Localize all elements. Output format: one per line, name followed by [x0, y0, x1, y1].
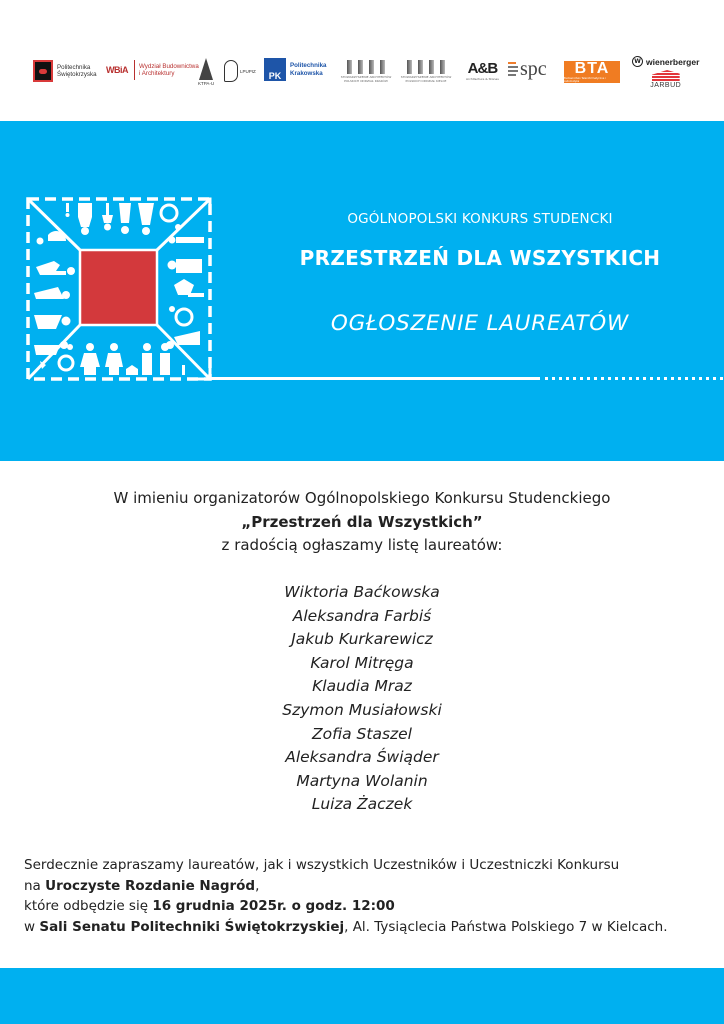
announcement-heading: OGŁOSZENIE LAUREATÓW	[330, 311, 630, 336]
sarp-pillars-icon	[347, 60, 385, 74]
intro-paragraph	[0, 487, 724, 558]
spc-stack-icon	[508, 62, 518, 77]
laureate-name: Szymon Musiałowski	[282, 700, 442, 719]
ceremony-datetime: 16 grudnia 2025r. o godz. 12:00	[152, 898, 395, 914]
competition-name: „Przestrzeń dla Wszystkich”	[241, 512, 483, 531]
decorative-dotted-line	[545, 377, 724, 380]
text: w	[24, 918, 40, 935]
logo-text: Krakowska	[290, 69, 323, 77]
ceremony-address: , Al. Tysiąclecia Państwa Polskiego 7 w Kielcach.	[344, 918, 668, 935]
logo-mark: A&B	[467, 60, 498, 77]
hero-banner	[0, 121, 724, 461]
curl-icon	[224, 60, 238, 82]
logo-spc	[508, 59, 547, 79]
triangle-icon	[199, 58, 213, 80]
logo-text: Architecture & Stones	[466, 77, 499, 81]
competition-subtitle: OGÓLNOPOLSKI KONKURS STUDENCKI	[347, 211, 613, 227]
ps-emblem-icon	[33, 60, 53, 82]
invitation-line	[24, 876, 714, 897]
logo-text: i Architektury	[139, 70, 175, 77]
logo-mark: WBiA	[106, 65, 128, 75]
pk-emblem-icon: PK	[264, 58, 286, 81]
logo-text: LPUPIZ	[240, 68, 256, 74]
text: które odbędzie się	[24, 898, 153, 914]
logo-mark: spc	[520, 58, 547, 80]
invitation-paragraph	[24, 855, 714, 937]
laureate-name: Martyna Wolanin	[296, 771, 428, 790]
logo-politechnika-swietokrzyska	[33, 60, 97, 82]
competition-title: PRZESTRZEŃ DLA WSZYSTKICH	[299, 246, 661, 270]
logo-text: KTPA-U	[198, 81, 215, 86]
logo-sarp-kielce	[397, 60, 455, 83]
building-icon	[652, 70, 680, 82]
invitation-line	[24, 917, 714, 938]
logo-text: STOWARZYSZENIE ARCHITEKTÓW POLSKICH ODDZIAŁ KRAKÓW	[340, 75, 392, 83]
logo-sarp-krakow	[337, 60, 395, 83]
logo-text: Świętokrzyska	[57, 71, 97, 78]
ceremony-venue: Sali Senatu Politechniki Świętokrzyskiej	[39, 918, 345, 935]
laureate-name: Wiktoria Baćkowska	[284, 583, 440, 601]
accessibility-emblem-icon	[26, 197, 212, 381]
laureate-name: Klaudia Mraz	[312, 677, 412, 696]
sarp-pillars-icon	[407, 60, 445, 74]
logo-ab	[466, 60, 499, 81]
logo-text: STOWARZYSZENIE ARCHITEKTÓW POLSKICH ODDZIAŁ KIELCE	[400, 75, 452, 83]
laureates-list	[0, 581, 724, 817]
logo-wienerberger-jarbud	[632, 56, 699, 89]
logo-text: Politechnika	[290, 61, 327, 69]
logo-lpupiz	[224, 60, 256, 82]
logo-wbia	[106, 60, 199, 80]
divider	[134, 60, 135, 80]
logo-text: Politechnika	[57, 64, 91, 71]
text: ,	[255, 877, 260, 894]
decorative-underline	[210, 377, 540, 380]
logo-mark: BTA	[574, 60, 610, 77]
logo-text: Budownictwo Teleinformatyczne i Automatyka	[564, 77, 606, 83]
logo-text: Wydział Budownictwa	[139, 63, 199, 70]
laureate-name: Luiza Żaczek	[311, 795, 413, 814]
text: na	[24, 877, 46, 894]
logo-text: JARBUD	[650, 82, 682, 89]
laureate-name: Zofia Staszel	[311, 724, 412, 743]
intro-line: W imieniu organizatorów Ogólnopolskiego Konkursu Studenckiego	[113, 489, 611, 507]
logo-ktpa	[198, 58, 214, 86]
logo-politechnika-krakowska	[264, 58, 326, 81]
laureate-name: Karol Mitręga	[310, 653, 414, 672]
logo-bta	[564, 61, 620, 83]
footer-band	[0, 968, 724, 1024]
sponsor-logos-bar	[0, 0, 724, 121]
ceremony-name: Uroczyste Rozdanie Nagród	[45, 877, 256, 894]
laureate-name: Aleksandra Świąder	[285, 748, 439, 767]
invitation-line: Serdecznie zapraszamy laureatów, jak i wszystkich Uczestników i Uczestniczki Konkursu	[24, 857, 620, 873]
wienerberger-badge-icon: W	[632, 56, 643, 67]
intro-line: z radością ogłaszamy listę laureatów:	[221, 536, 503, 554]
logo-mark: wienerberger	[646, 56, 700, 67]
laureate-name: Aleksandra Farbiś	[292, 606, 432, 625]
invitation-line	[24, 896, 714, 917]
laureate-name: Jakub Kurkarewicz	[291, 630, 433, 649]
